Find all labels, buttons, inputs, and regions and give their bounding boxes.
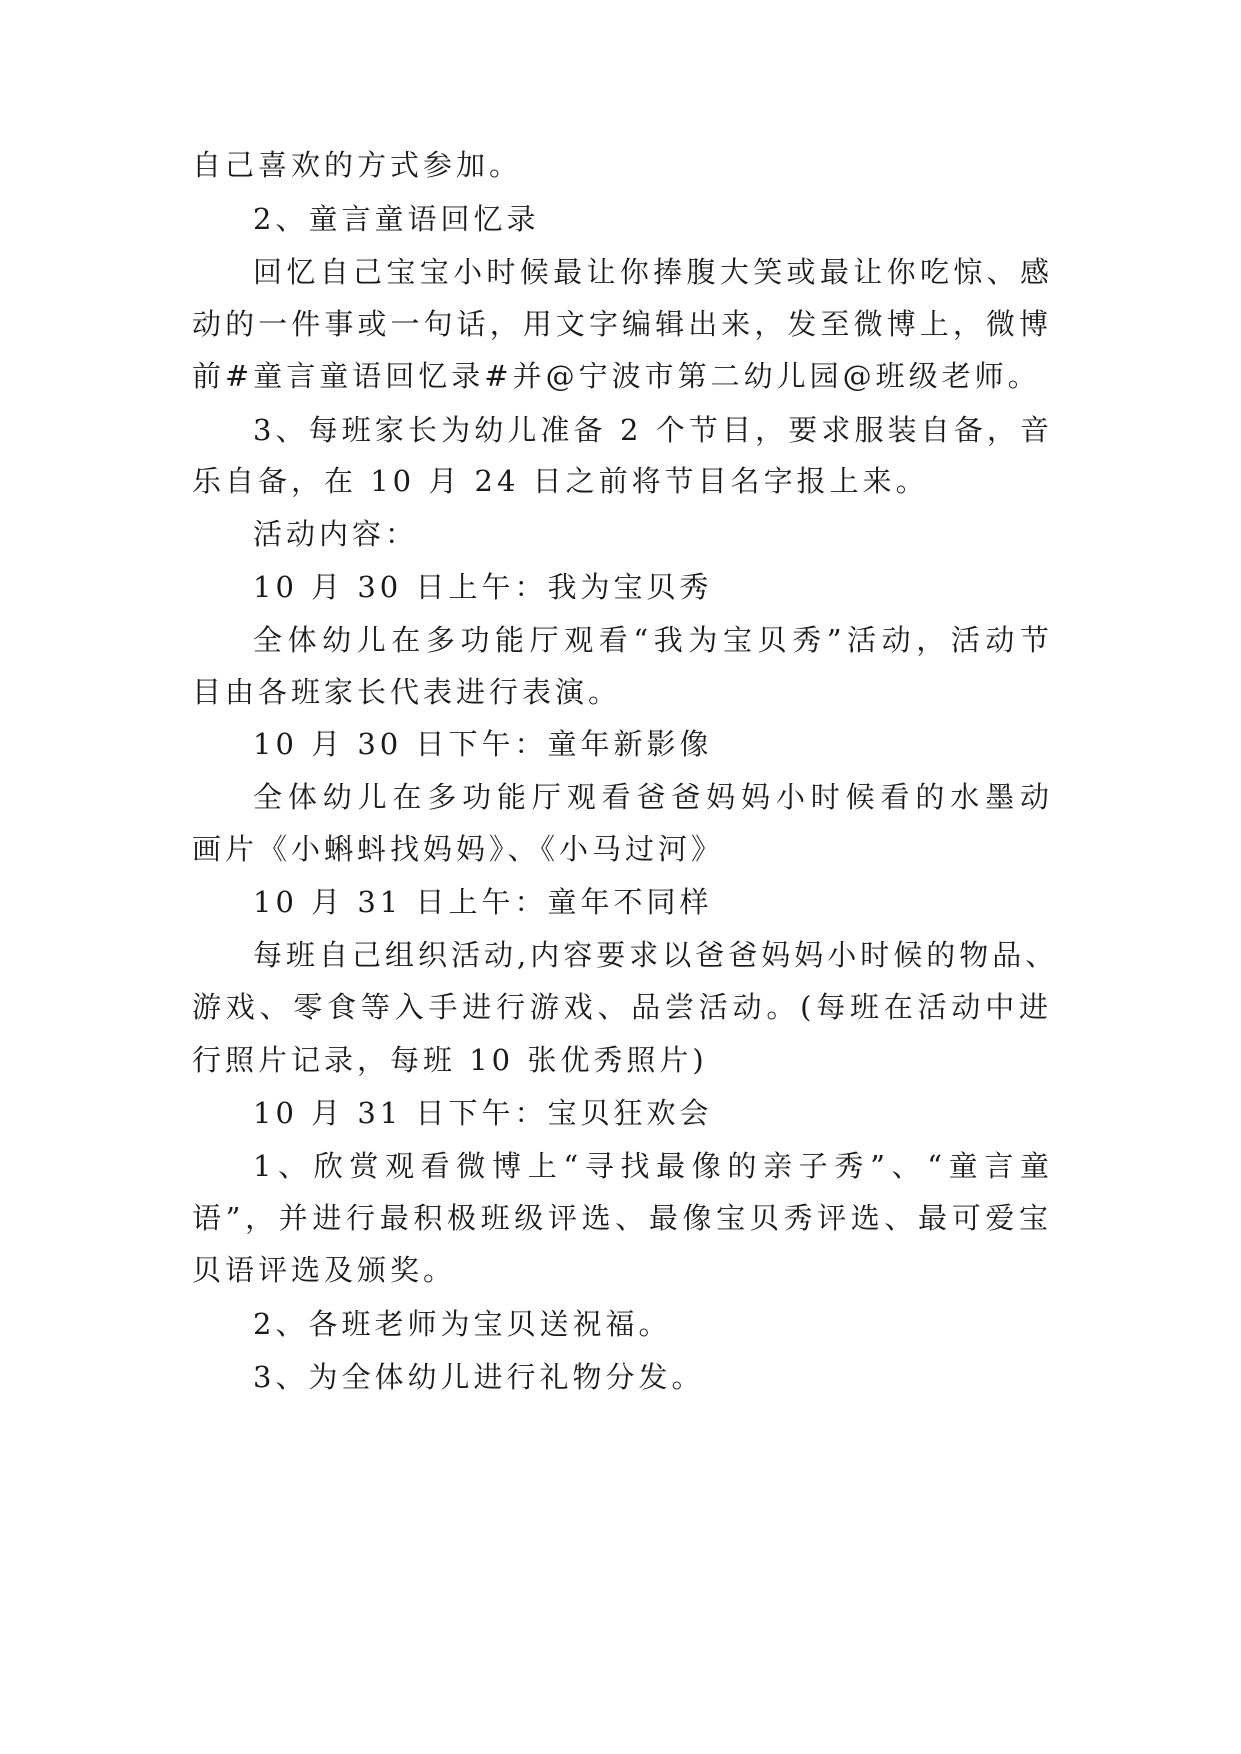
- text-line: 3、为全体幼儿进行礼物分发。: [253, 1360, 705, 1394]
- schedule-heading: 10 月 30 日下午：童年新影像: [253, 727, 713, 761]
- text-line: 目由各班家长代表进行表演。: [192, 675, 622, 709]
- schedule-heading: 10 月 31 日下午：宝贝狂欢会: [253, 1096, 713, 1130]
- schedule-heading: 10 月 31 日上午：童年不同样: [253, 885, 713, 919]
- section-heading: 活动内容：: [253, 517, 419, 551]
- text-line: 前#童言童语回忆录#并@宁波市第二幼儿园@班级老师。: [192, 359, 1041, 393]
- text-line: 1、欣赏观看微博上“寻找最像的亲子秀”、“童言童: [253, 1149, 1053, 1183]
- section-heading: 2、童言童语回忆录: [253, 202, 540, 236]
- text-line: 回忆自己宝宝小时候最让你捧腹大笑或最让你吃惊、感: [253, 255, 1053, 289]
- text-line: 全体幼儿在多功能厅观看“我为宝贝秀”活动，活动节: [253, 623, 1053, 657]
- text-line: 全体幼儿在多功能厅观看爸爸妈妈小时候看的水墨动: [253, 780, 1053, 814]
- text-line: 自己喜欢的方式参加。: [192, 148, 523, 182]
- text-line: 每班自己组织活动,内容要求以爸爸妈妈小时候的物品、: [253, 938, 1059, 972]
- text-line: 2、各班老师为宝贝送祝福。: [253, 1307, 672, 1341]
- text-line: 游戏、零食等入手进行游戏、品尝活动。(每班在活动中进: [192, 990, 1052, 1024]
- text-line: 动的一件事或一句话，用文字编辑出来，发至微博上，微博: [192, 307, 1052, 341]
- schedule-heading: 10 月 30 日上午：我为宝贝秀: [253, 570, 713, 604]
- text-line: 行照片记录，每班 10 张优秀照片): [192, 1043, 708, 1077]
- text-line: 3、每班家长为幼儿准备 2 个节目，要求服装自备，音: [253, 413, 1053, 447]
- text-line: 画片《小蝌蚪找妈妈》、《小马过河》: [192, 832, 725, 866]
- text-line: 语”，并进行最积极班级评选、最像宝贝秀评选、最可爱宝: [192, 1201, 1052, 1235]
- text-line: 贝语评选及颁奖。: [192, 1253, 457, 1287]
- text-line: 乐自备，在 10 月 24 日之前将节目名字报上来。: [192, 464, 929, 498]
